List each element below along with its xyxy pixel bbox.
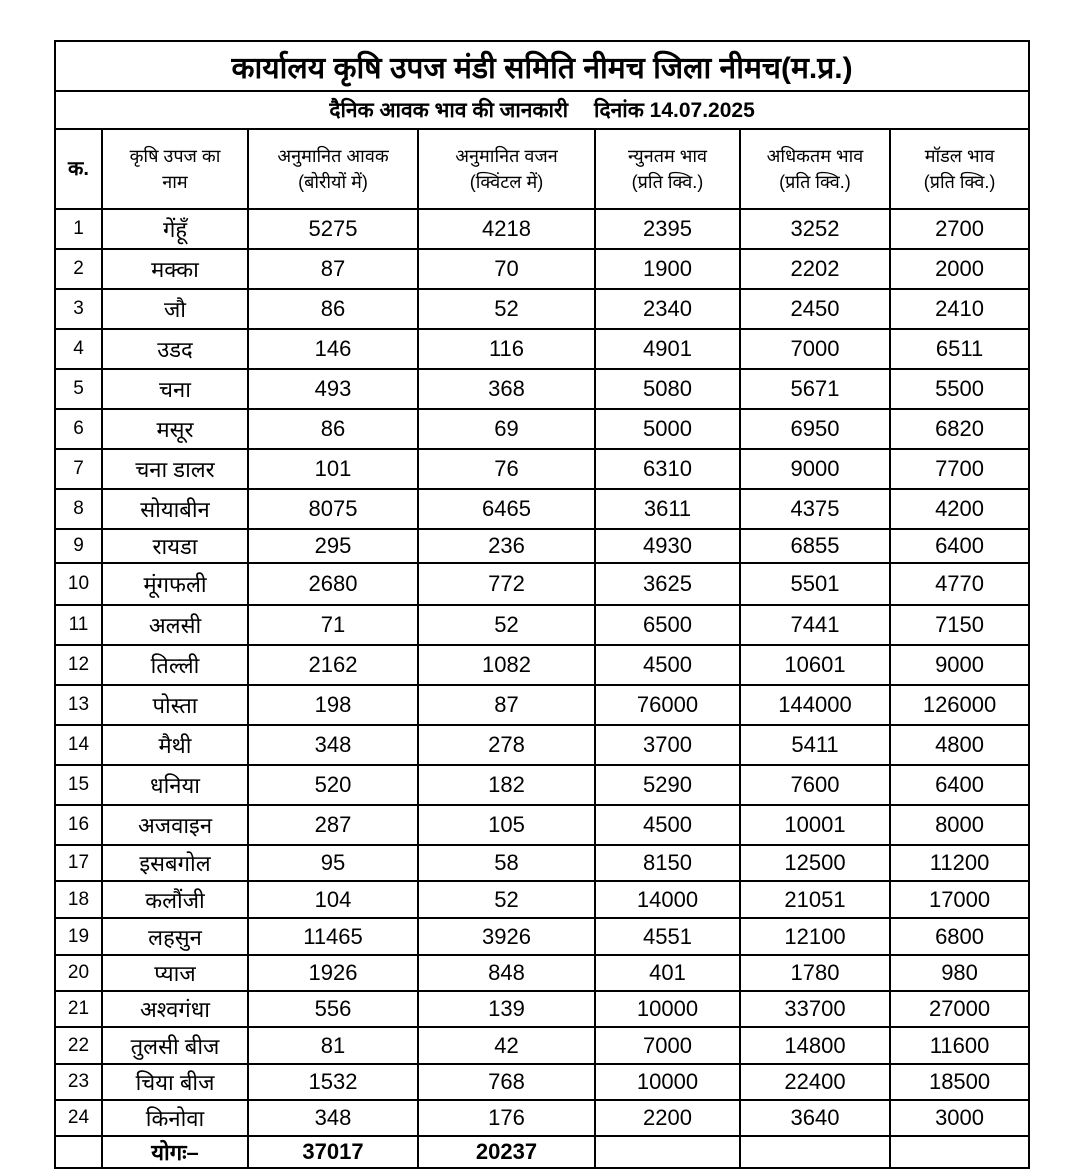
- cell-modal-price: 9000: [890, 645, 1029, 685]
- cell-min-price: 3700: [595, 725, 740, 765]
- cell-arrival: 556: [248, 991, 418, 1027]
- table-row: [55, 249, 1029, 289]
- cell-serial: 23: [55, 1064, 102, 1100]
- cell-serial: 8: [55, 489, 102, 529]
- cell-arrival: 95: [248, 845, 418, 881]
- table-row: [55, 805, 1029, 845]
- cell-max-price: 7441: [740, 605, 890, 645]
- cell-arrival: 87: [248, 249, 418, 289]
- table-row: [55, 685, 1029, 725]
- cell-max-price: 5501: [740, 563, 890, 605]
- cell-max-price: 1780: [740, 955, 890, 991]
- cell-arrival: 348: [248, 725, 418, 765]
- cell-serial: 24: [55, 1100, 102, 1136]
- table-row: [55, 1100, 1029, 1136]
- cell-serial: 5: [55, 369, 102, 409]
- table-row: [55, 881, 1029, 918]
- cell-serial: 12: [55, 645, 102, 685]
- cell-modal-price: 6400: [890, 529, 1029, 563]
- cell-crop-name: लहसुन: [102, 918, 248, 955]
- cell-serial: 19: [55, 918, 102, 955]
- cell-max-price: 10001: [740, 805, 890, 845]
- table-row: [55, 489, 1029, 529]
- cell-max-price: 3252: [740, 209, 890, 249]
- cell-modal-price: 6400: [890, 765, 1029, 805]
- report-date: दिनांक 14.07.2025: [594, 99, 755, 122]
- cell-max-price: 21051: [740, 881, 890, 918]
- cell-serial: 20: [55, 955, 102, 991]
- cell-modal-price: 6800: [890, 918, 1029, 955]
- cell-modal-price: 126000: [890, 685, 1029, 725]
- cell-weight: 768: [418, 1064, 595, 1100]
- cell-serial: 16: [55, 805, 102, 845]
- cell-weight: 70: [418, 249, 595, 289]
- cell-weight: 42: [418, 1027, 595, 1064]
- cell-crop-name: अलसी: [102, 605, 248, 645]
- cell-min-price: 2200: [595, 1100, 740, 1136]
- cell-max-price: 3640: [740, 1100, 890, 1136]
- cell-weight: 87: [418, 685, 595, 725]
- header-arrival: अनुमानित आवक (बोरीयों में): [248, 129, 418, 209]
- table-row: [55, 645, 1029, 685]
- total-row: [55, 1136, 1029, 1168]
- table-row: [55, 529, 1029, 563]
- cell-max-price: 7600: [740, 765, 890, 805]
- cell-serial: 13: [55, 685, 102, 725]
- table-row: [55, 409, 1029, 449]
- cell-weight: 4218: [418, 209, 595, 249]
- cell-max-price: 2450: [740, 289, 890, 329]
- cell-weight: 58: [418, 845, 595, 881]
- mandi-price-table: [54, 40, 1030, 1169]
- cell-modal-price: 5500: [890, 369, 1029, 409]
- cell-max-price: 144000: [740, 685, 890, 725]
- cell-weight: 848: [418, 955, 595, 991]
- cell-arrival: 520: [248, 765, 418, 805]
- cell-modal-price: 980: [890, 955, 1029, 991]
- cell-modal-price: 11600: [890, 1027, 1029, 1064]
- cell-max-price: 5671: [740, 369, 890, 409]
- cell-max-price: 6855: [740, 529, 890, 563]
- cell-modal-price: 4200: [890, 489, 1029, 529]
- cell-min-price: 1900: [595, 249, 740, 289]
- cell-weight: 236: [418, 529, 595, 563]
- cell-serial: 6: [55, 409, 102, 449]
- header-modal-price: मॉडल भाव (प्रति क्वि.): [890, 129, 1029, 209]
- subtitle-text: दैनिक आवक भाव की जानकारी: [329, 99, 569, 122]
- cell-serial: 15: [55, 765, 102, 805]
- cell-serial: 21: [55, 991, 102, 1027]
- cell-weight: 52: [418, 605, 595, 645]
- cell-max-price: 12500: [740, 845, 890, 881]
- cell-arrival: 101: [248, 449, 418, 489]
- cell-crop-name: रायडा: [102, 529, 248, 563]
- cell-min-price: 6500: [595, 605, 740, 645]
- cell-arrival: 1926: [248, 955, 418, 991]
- cell-modal-price: 6511: [890, 329, 1029, 369]
- cell-weight: 1082: [418, 645, 595, 685]
- header-crop: कृषि उपज का नाम: [102, 129, 248, 209]
- cell-weight: 3926: [418, 918, 595, 955]
- cell-weight: 105: [418, 805, 595, 845]
- cell-crop-name: चिया बीज: [102, 1064, 248, 1100]
- cell-modal-price: 4800: [890, 725, 1029, 765]
- cell-max-price: 4375: [740, 489, 890, 529]
- cell-weight: 139: [418, 991, 595, 1027]
- cell-min-price: 3625: [595, 563, 740, 605]
- cell-weight: 76: [418, 449, 595, 489]
- header-max-price: अधिकतम भाव (प्रति क्वि.): [740, 129, 890, 209]
- total-label: योगः–: [102, 1136, 248, 1168]
- total-weight: 20237: [418, 1136, 595, 1168]
- cell-modal-price: 4770: [890, 563, 1029, 605]
- cell-min-price: 7000: [595, 1027, 740, 1064]
- cell-modal-price: 2700: [890, 209, 1029, 249]
- cell-crop-name: मक्का: [102, 249, 248, 289]
- total-arrival: 37017: [248, 1136, 418, 1168]
- cell-min-price: 4930: [595, 529, 740, 563]
- cell-modal-price: 6820: [890, 409, 1029, 449]
- cell-arrival: 104: [248, 881, 418, 918]
- cell-max-price: 7000: [740, 329, 890, 369]
- cell-modal-price: 8000: [890, 805, 1029, 845]
- cell-serial: 17: [55, 845, 102, 881]
- cell-arrival: 2680: [248, 563, 418, 605]
- cell-modal-price: 17000: [890, 881, 1029, 918]
- header-min-price: न्युनतम भाव (प्रति क्वि.): [595, 129, 740, 209]
- cell-crop-name: उडद: [102, 329, 248, 369]
- header-serial: क.: [55, 129, 102, 209]
- cell-arrival: 86: [248, 289, 418, 329]
- table-row: [55, 725, 1029, 765]
- cell-arrival: 11465: [248, 918, 418, 955]
- table-row: [55, 449, 1029, 489]
- cell-crop-name: इसबगोल: [102, 845, 248, 881]
- cell-arrival: 1532: [248, 1064, 418, 1100]
- cell-crop-name: तुलसी बीज: [102, 1027, 248, 1064]
- cell-weight: 116: [418, 329, 595, 369]
- table-row: [55, 289, 1029, 329]
- table-row: [55, 563, 1029, 605]
- cell-max-price: 5411: [740, 725, 890, 765]
- cell-weight: 69: [418, 409, 595, 449]
- cell-arrival: 493: [248, 369, 418, 409]
- cell-min-price: 2395: [595, 209, 740, 249]
- cell-modal-price: 7700: [890, 449, 1029, 489]
- table-row: [55, 605, 1029, 645]
- cell-min-price: 8150: [595, 845, 740, 881]
- cell-weight: 52: [418, 881, 595, 918]
- cell-serial: 4: [55, 329, 102, 369]
- cell-modal-price: 3000: [890, 1100, 1029, 1136]
- cell-min-price: 5290: [595, 765, 740, 805]
- cell-modal-price: 2000: [890, 249, 1029, 289]
- cell-min-price: 14000: [595, 881, 740, 918]
- cell-max-price: 9000: [740, 449, 890, 489]
- cell-serial: 7: [55, 449, 102, 489]
- cell-max-price: 10601: [740, 645, 890, 685]
- header-weight: अनुमानित वजन (क्विंटल में): [418, 129, 595, 209]
- cell-min-price: 5000: [595, 409, 740, 449]
- total-blank: [595, 1136, 740, 1168]
- cell-crop-name: सोयाबीन: [102, 489, 248, 529]
- table-row: [55, 1064, 1029, 1100]
- table-row: [55, 1027, 1029, 1064]
- cell-min-price: 5080: [595, 369, 740, 409]
- table-row: [55, 329, 1029, 369]
- cell-min-price: 10000: [595, 1064, 740, 1100]
- cell-crop-name: चना डालर: [102, 449, 248, 489]
- cell-weight: 176: [418, 1100, 595, 1136]
- cell-min-price: 2340: [595, 289, 740, 329]
- cell-crop-name: चना: [102, 369, 248, 409]
- cell-serial: 1: [55, 209, 102, 249]
- cell-serial: 18: [55, 881, 102, 918]
- cell-min-price: 4500: [595, 805, 740, 845]
- cell-crop-name: किनोवा: [102, 1100, 248, 1136]
- cell-max-price: 33700: [740, 991, 890, 1027]
- cell-crop-name: प्याज: [102, 955, 248, 991]
- cell-crop-name: तिल्ली: [102, 645, 248, 685]
- cell-arrival: 287: [248, 805, 418, 845]
- total-blank: [740, 1136, 890, 1168]
- table-row: [55, 209, 1029, 249]
- cell-modal-price: 11200: [890, 845, 1029, 881]
- cell-serial: 3: [55, 289, 102, 329]
- cell-crop-name: मसूर: [102, 409, 248, 449]
- cell-serial: 2: [55, 249, 102, 289]
- cell-arrival: 81: [248, 1027, 418, 1064]
- report-subtitle: [55, 91, 1029, 129]
- office-title: कार्यालय कृषि उपज मंडी समिति नीमच जिला नीमच(म.प्र.): [55, 41, 1029, 91]
- cell-min-price: 3611: [595, 489, 740, 529]
- cell-serial: 10: [55, 563, 102, 605]
- cell-min-price: 401: [595, 955, 740, 991]
- cell-arrival: 86: [248, 409, 418, 449]
- cell-arrival: 295: [248, 529, 418, 563]
- cell-min-price: 6310: [595, 449, 740, 489]
- cell-min-price: 4551: [595, 918, 740, 955]
- cell-crop-name: मूंगफली: [102, 563, 248, 605]
- cell-weight: 6465: [418, 489, 595, 529]
- table-row: [55, 955, 1029, 991]
- cell-min-price: 4901: [595, 329, 740, 369]
- cell-weight: 52: [418, 289, 595, 329]
- cell-min-price: 4500: [595, 645, 740, 685]
- cell-crop-name: गेंहूँ: [102, 209, 248, 249]
- cell-serial: 14: [55, 725, 102, 765]
- cell-crop-name: अजवाइन: [102, 805, 248, 845]
- cell-max-price: 2202: [740, 249, 890, 289]
- table-row: [55, 991, 1029, 1027]
- cell-serial: 22: [55, 1027, 102, 1064]
- total-blank: [890, 1136, 1029, 1168]
- cell-serial: 11: [55, 605, 102, 645]
- table-row: [55, 369, 1029, 409]
- cell-modal-price: 27000: [890, 991, 1029, 1027]
- table-row: [55, 845, 1029, 881]
- cell-arrival: 348: [248, 1100, 418, 1136]
- cell-crop-name: धनिया: [102, 765, 248, 805]
- cell-max-price: 14800: [740, 1027, 890, 1064]
- cell-max-price: 22400: [740, 1064, 890, 1100]
- cell-max-price: 12100: [740, 918, 890, 955]
- cell-serial: 9: [55, 529, 102, 563]
- cell-crop-name: कलौंजी: [102, 881, 248, 918]
- column-header-row: [55, 129, 1029, 209]
- cell-modal-price: 7150: [890, 605, 1029, 645]
- cell-crop-name: मैथी: [102, 725, 248, 765]
- table-row: [55, 765, 1029, 805]
- cell-weight: 182: [418, 765, 595, 805]
- cell-modal-price: 2410: [890, 289, 1029, 329]
- table-row: [55, 918, 1029, 955]
- cell-modal-price: 18500: [890, 1064, 1029, 1100]
- cell-arrival: 2162: [248, 645, 418, 685]
- cell-max-price: 6950: [740, 409, 890, 449]
- cell-arrival: 5275: [248, 209, 418, 249]
- cell-arrival: 198: [248, 685, 418, 725]
- cell-crop-name: पोस्ता: [102, 685, 248, 725]
- cell-weight: 368: [418, 369, 595, 409]
- cell-min-price: 10000: [595, 991, 740, 1027]
- cell-weight: 772: [418, 563, 595, 605]
- cell-arrival: 71: [248, 605, 418, 645]
- cell-weight: 278: [418, 725, 595, 765]
- cell-crop-name: जौ: [102, 289, 248, 329]
- cell-crop-name: अश्वगंधा: [102, 991, 248, 1027]
- total-serial-blank: [55, 1136, 102, 1168]
- cell-arrival: 8075: [248, 489, 418, 529]
- cell-arrival: 146: [248, 329, 418, 369]
- cell-min-price: 76000: [595, 685, 740, 725]
